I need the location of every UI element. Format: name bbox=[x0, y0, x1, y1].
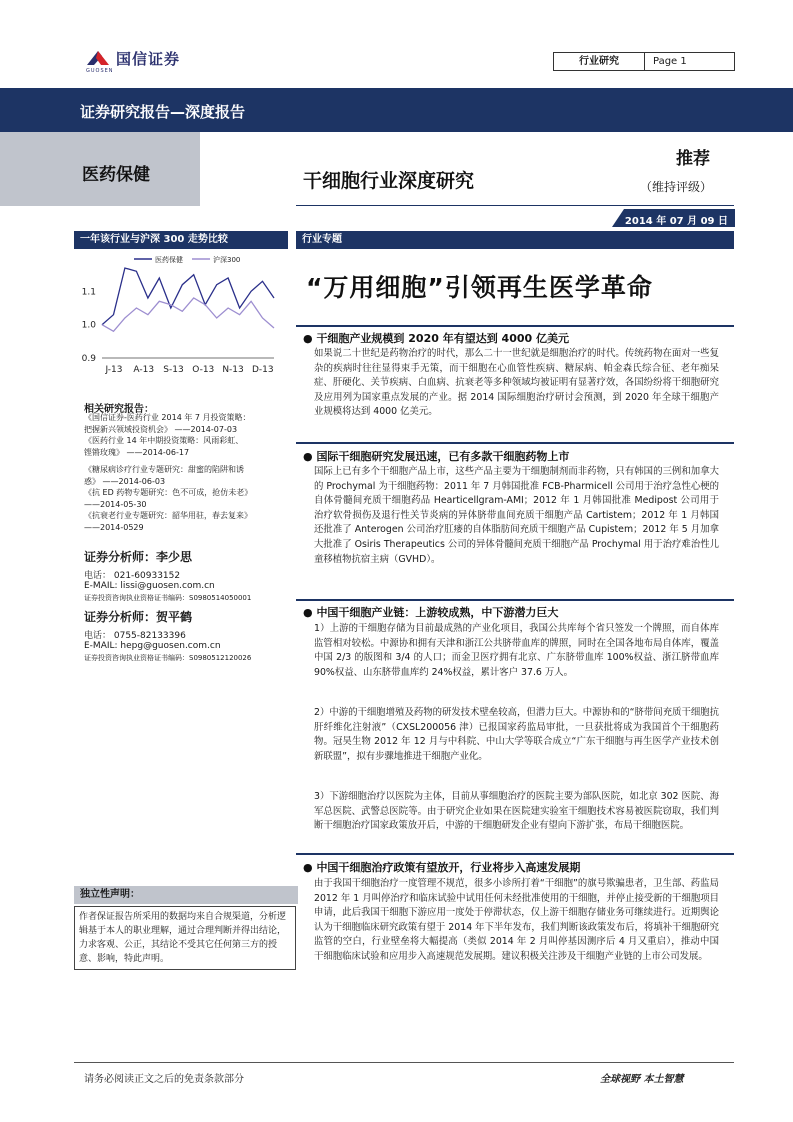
section-divider bbox=[296, 325, 734, 327]
logo-subtext: GUOSEN bbox=[86, 68, 114, 74]
section-title-1: ● 干细胞产业规模到 2020 年有望达到 4000 亿美元 bbox=[303, 332, 569, 345]
section-3-para-3: 3）下游细胞治疗以医院为主体，目前从事细胞治疗的医院主要为部队医院，如北京 302 医院、海军总医院、武警总医院等。由于研究企业如果在医院建实验室干细胞技术容易被医院窃取，我们判断干细胞治疗国家政策放开后，中游的干细胞研发企业有望向下游扩张，布局干细胞医院。 bbox=[314, 791, 719, 832]
title-divider bbox=[296, 205, 734, 206]
analyst-email[interactable]: E-MAIL: lissi@guosen.com.cn bbox=[84, 581, 215, 591]
section-3-para-1: 1）上游的干细胞存储为目前最成熟的产业化项目，我国公共库每个省只签发一个牌照，而自体库监管相对较松。中源协和拥有天津和浙江公共脐带血库的牌照，同时在全国各地布局自体库，覆盖中国 2/3 的版图和 3/4 的人口；而金卫医疗拥有北京、广东脐带血库 100%权益、浙江脐带血库 90%权益、山东脐带血库约 24%权益，累计客户 37.6 万人。 bbox=[314, 623, 719, 678]
section-divider bbox=[296, 599, 734, 601]
section-3-para-2: 2）中游的干细胞增殖及药物的研发技术壁垒较高，但潜力巨大。中源协和的“脐带间充质干细胞抗肝纤维化注射液”（CXSL200056 津）已报国家药监局审批，一旦获批将成为我国首个干细胞药物。冠昊生物 2012 年 12 月与中科院、中山大学等联合成立“广东干细胞与再生医学产业技术创新联盟”，拟有步骤地推进干细胞产业化。 bbox=[314, 707, 719, 762]
x-tick-label: D-13 bbox=[251, 365, 274, 375]
page-label: Page bbox=[653, 56, 678, 67]
related-report-line: 铿锵玫瑰》 ——2014-06-17 bbox=[84, 447, 190, 457]
analyst-cert: 证券投资咨询执业资格证书编码：S0980512120026 bbox=[84, 654, 252, 662]
rating-note: （维持评级） bbox=[640, 180, 713, 194]
legend-label-0: 医药保健 bbox=[155, 256, 183, 264]
series-line-1 bbox=[102, 298, 274, 331]
related-report-line: 《抗 ED 药物专题研究：色不可成，抢仿未老》 bbox=[84, 488, 253, 497]
related-report-line: 《国信证券-医药行业 2014 年 7 月投资策略： bbox=[84, 413, 251, 422]
y-tick-label: 1.1 bbox=[81, 287, 96, 298]
sector-name: 医药保健 bbox=[82, 165, 150, 185]
y-tick-label: 1.0 bbox=[81, 320, 96, 331]
band-title: 证券研究报告—深度报告 bbox=[80, 103, 246, 121]
footer-disclaimer: 请务必阅读正文之后的免责条款部分 bbox=[84, 1074, 244, 1085]
section-title-2: ● 国际干细胞研究发展迅速，已有多款干细胞药物上市 bbox=[303, 450, 570, 463]
section-4-para: 由于我国干细胞治疗一度管理不规范，很多小诊所打着“干细胞”的旗号欺骗患者，卫生部、药监局 2012 年 1 月叫停治疗和临床试验中试用任何未经批准使用的干细胞，并停止接受新的干细胞项目申请，此后我国干细胞下游应用一度处于停滞状态，仅上游干细胞存储业务可继续进行。近期舆论认为干细胞临床研究政策有望于 2014 年下半年发布，我们判断该政策发布后，将填补干细胞研究监管的空白，行业壁垒将大幅提高（类似 2014 年 2 月叫停基因测序后 4 月又重启），推动中国干细胞临床试验和应用步入高速规范发展期。建议积极关注涉及干细胞产业链的上市公司发展。 bbox=[314, 878, 719, 962]
topic-header: 行业专题 bbox=[296, 231, 734, 249]
section-divider bbox=[296, 442, 734, 444]
rating: 推荐 bbox=[676, 149, 710, 169]
footer-divider bbox=[74, 1062, 734, 1063]
trend-chart bbox=[74, 252, 288, 380]
analyst-name: 证券分析师：贺平鹤 bbox=[84, 610, 193, 624]
x-tick-label: A-13 bbox=[133, 365, 155, 375]
related-report-line: 惑》 ——2014-06-03 bbox=[84, 476, 166, 486]
page-number: 1 bbox=[680, 56, 687, 67]
related-reports-list bbox=[84, 412, 290, 533]
analyst-phone: 电话： 0755-82133396 bbox=[84, 631, 186, 641]
page-indicator bbox=[645, 53, 687, 70]
header-box bbox=[553, 52, 735, 71]
section-1-para: 如果说二十世纪是药物治疗的时代，那么二十一世纪就是细胞治疗的时代。传统药物在面对一些复杂的疾病时往往显得束手无策，而干细胞在心血管性疾病、糖尿病、帕金森氏综合征、老年痴呆症、肝硬化、关节疾病、白血病、抗衰老等多种领域均被证明有显著疗效，各国纷纷将干细胞研究及应用列为国家重点发展的产业。据 2014 国际细胞治疗研讨会预测，到 2020 年全球干细胞产业规模将达到 4000 亿美元。 bbox=[314, 348, 719, 418]
related-report-line: ——2014-0529 bbox=[84, 522, 144, 532]
section-title-4: ● 中国干细胞治疗政策有望放开，行业将步入高速发展期 bbox=[303, 861, 581, 874]
related-report-line: ——2014-05-30 bbox=[84, 499, 147, 509]
x-tick-label: N-13 bbox=[222, 365, 244, 375]
analyst-block-2 bbox=[84, 608, 284, 663]
report-date: 2014 年 07 月 09 日 bbox=[624, 216, 728, 227]
analyst-email[interactable]: E-MAIL: hepg@guosen.com.cn bbox=[84, 641, 221, 651]
related-report-line: 《医药行业 14 年中期投资策略：风雨彩虹、 bbox=[84, 436, 244, 445]
related-report-line: 把握新兴领域投资机会》 ——2014-07-03 bbox=[84, 424, 238, 434]
y-tick-label: 0.9 bbox=[81, 354, 96, 364]
related-report-line: 《糖尿病诊疗行业专题研究：甜蜜的陷阱和诱 bbox=[84, 465, 244, 474]
x-tick-label: O-13 bbox=[192, 365, 215, 375]
analyst-block-1 bbox=[84, 548, 284, 603]
section-divider bbox=[296, 853, 734, 855]
analyst-name: 证券分析师：李少思 bbox=[84, 550, 193, 564]
declaration-title: 独立性声明： bbox=[74, 886, 298, 904]
guosen-logo-icon bbox=[84, 47, 112, 69]
related-report-line: 《抗衰老行业专题研究：韶华用驻，春去复来》 bbox=[84, 511, 252, 520]
legend-label-1: 沪深300 bbox=[213, 256, 241, 264]
declaration-text: 作者保证报告所采用的数据均来自合规渠道，分析逻辑基于本人的职业理解，通过合理判断并得出结论，力求客观、公正，其结论不受其它任何第三方的授意、影响，特此声明。 bbox=[74, 906, 296, 970]
analyst-phone: 电话： 021-60933152 bbox=[84, 571, 181, 581]
x-tick-label: J-13 bbox=[105, 365, 123, 375]
section-2-para: 国际上已有多个干细胞产品上市，这些产品主要为干细胞制剂而非药物，只有韩国的三例和加拿大的 Prochymal 为干细胞药物：2011 年 7 月韩国批准 FCB-Pharmicell 公司用于治疗急性心梗的自体骨髓间充质干细胞药品 Hearticellgram-AMI；2012 年 1 月韩国批准 Medipost 公司用于治疗软骨损伤及退行性关节炎病的异体脐带血间充质干细胞产品 Cartistem；2012 年 1 月韩国还批准了 Anterogen 公司治疗肛瘘的自体脂肪间充质干细胞产品 Cupistem；2012 年 5 月加拿大批准了 Osiris Therapeutics 公司的异体骨髓间充质干细胞产品 Prochymal 用于治疗难治性儿童移植物抗宿主病（GVHD）。 bbox=[314, 466, 719, 565]
report-category: 行业研究 bbox=[554, 53, 645, 70]
analyst-cert: 证券投资咨询执业资格证书编码：S0980514050001 bbox=[84, 594, 252, 602]
chart-header: 一年该行业与沪深 300 走势比较 bbox=[74, 231, 288, 249]
report-title: 干细胞行业深度研究 bbox=[303, 170, 475, 192]
footer-slogan: 全球视野 本土智慧 bbox=[600, 1074, 684, 1085]
x-tick-label: S-13 bbox=[163, 365, 184, 375]
section-title-3: ● 中国干细胞产业链：上游较成熟，中下游潜力巨大 bbox=[303, 606, 559, 619]
logo-text: 国信证券 bbox=[116, 50, 181, 68]
related-reports-title: 相关研究报告： bbox=[84, 404, 154, 415]
headline: “万用细胞”引领再生医学革命 bbox=[306, 273, 653, 302]
